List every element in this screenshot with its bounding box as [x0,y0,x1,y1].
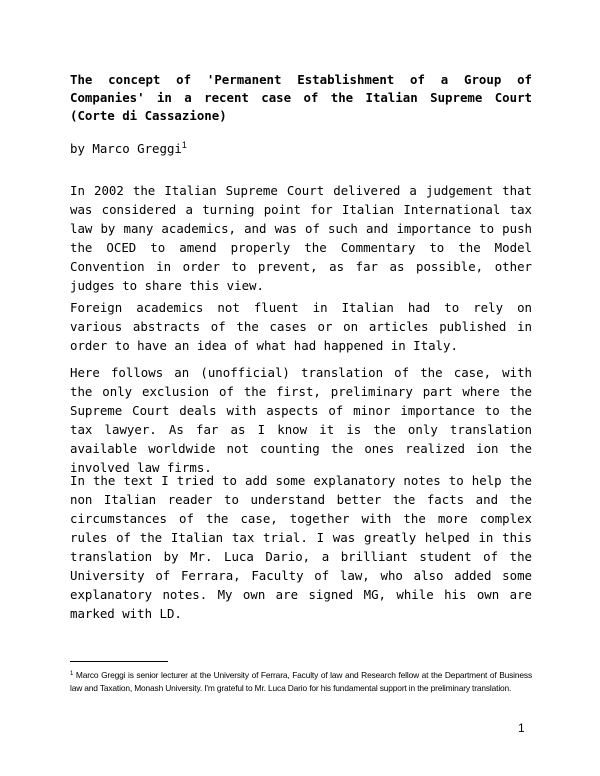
footnote-marker: 1 [70,671,74,677]
body-paragraph-4: In the text I tried to add some explanatory notes to help the non Italian reader to understand better the facts and the circumstances of the case, together with the more complex rules of the Italian tax trial. I was greatly helped in this translation by Mr. Luca Dario, a brilliant student of the University of Ferrara, Faculty of law, who also added some explanatory notes. My own are signed MG, while his own are marked with LD. [70,473,532,621]
footnote-text: Marco Greggi is senior lecturer at the University of Ferrara, Faculty of law and Research fellow at the Department of Business law and Taxation, Monash University. I'm grateful to Mr. Luca Dario for his fundamental support in the preliminary translation. [70,670,532,693]
footnote [70,668,532,694]
author-byline [70,136,187,158]
body-paragraph-2: Foreign academics not fluent in Italian had to rely on various abstracts of the cases or on articles published in order to have an idea of what had happened in Italy. [70,300,532,353]
footnote-reference: 1 [181,140,187,150]
body-paragraph-1: In 2002 the Italian Supreme Court delivered a judgement that was considered a turning point for Italian International tax law by many academics, and was of such and importance to push the OCED to amend properly the Commentary to the Model Convention in order to prevent, as far as possible, other judges to share this view. [70,183,532,293]
page-number: 1 [518,721,525,735]
author-name: by Marco Greggi [70,141,182,156]
body-paragraph-3: Here follows an (unofficial) translation of the case, with the only exclusion of the first, preliminary part where the Supreme Court deals with aspects of minor importance to the tax lawyer. As far as I know it is the only translation available worldwide not counting the ones realized ion the involved law firms. [70,365,532,475]
footnote-separator [70,661,168,662]
document-title: The concept of 'Permanent Establishment of a Group of Companies' in a recent case of the Italian Supreme Court (Corte di Cassazione) [70,72,532,123]
